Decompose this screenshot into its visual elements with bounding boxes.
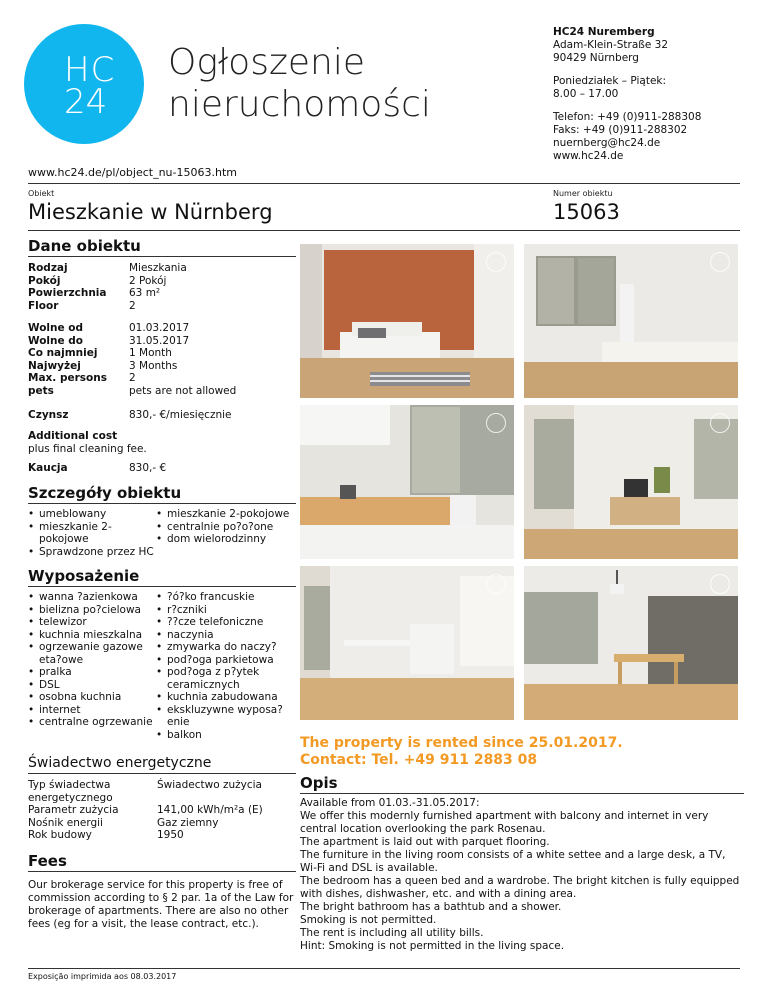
- divider: [28, 871, 296, 872]
- detail-value: 31.05.2017: [129, 334, 190, 347]
- divider: [28, 256, 296, 257]
- energy-key: Rok budowy: [28, 829, 92, 841]
- detail-key: Wolne do: [28, 334, 84, 347]
- list-item: • internet: [28, 704, 153, 717]
- rented-line-1: The property is rented since 25.01.2017.: [300, 735, 623, 751]
- list-item: • mieszkanie 2-pokojowe: [28, 521, 153, 546]
- list-item: • ogrzewanie gazowe eta?owe: [28, 641, 153, 666]
- list-item: • kuchnia mieszkalna: [28, 629, 153, 642]
- company-name: HC24 Nuremberg: [553, 26, 655, 38]
- energy-value: Świadectwo zużycia: [157, 779, 262, 791]
- rented-notice: [300, 735, 623, 769]
- section-heading-opis: Opis: [300, 774, 338, 792]
- details-list-col2: [156, 508, 296, 546]
- photo-living-room[interactable]: [300, 244, 514, 398]
- description-line: The bedroom has a queen bed and a wardrobe. The bright kitchen is fully equipped with dishes, dishwasher, etc. and with a dining area.: [300, 875, 740, 900]
- list-item: • zmywarka do naczy?: [156, 641, 296, 654]
- description-line: The furniture in the living room consists of a white settee and a large desk, a TV, Wi-Fi and DSL is available.: [300, 849, 726, 874]
- photo-living-area[interactable]: [524, 405, 738, 559]
- detail-value: 01.03.2017: [129, 322, 190, 334]
- equipment-list-col1: [28, 591, 153, 729]
- energy-key: Parametr zużycia: [28, 804, 119, 816]
- list-item: • mieszkanie 2-pokojowe: [156, 508, 296, 521]
- energy-value: 1950: [157, 829, 184, 841]
- energy-key: Nośnik energii: [28, 816, 103, 829]
- photo-bedroom[interactable]: [524, 244, 738, 398]
- list-item: • bielizna po?cielowa: [28, 604, 153, 617]
- energy-value: Gaz ziemny: [157, 816, 219, 829]
- detail-value: Mieszkania: [129, 262, 187, 274]
- rent-value: 830,- €/miesięcznie: [129, 409, 232, 421]
- divider: [28, 586, 296, 587]
- divider: [28, 183, 740, 184]
- bedroom-illustration: [524, 244, 738, 398]
- list-item: • ?ó?ko francuskie: [156, 591, 296, 604]
- logo-text-24: 24: [64, 82, 108, 122]
- logo-text-hc: HC: [64, 50, 116, 90]
- company-street: Adam-Klein-Straße 32: [553, 39, 669, 51]
- list-item: • wanna ?azienkowa: [28, 591, 153, 604]
- website-link[interactable]: www.hc24.de: [553, 150, 624, 162]
- detail-key: Max. persons: [28, 372, 107, 384]
- rented-contact: Contact: Tel. +49 911 2883 08: [300, 752, 538, 768]
- rent-key: Czynsz: [28, 409, 69, 421]
- deposit-key: Kaucja: [28, 462, 68, 474]
- energy-value: 141,00 kWh/m²a (E): [157, 804, 263, 816]
- detail-key: Najwyżej: [28, 359, 81, 372]
- print-date: Exposição imprimida aos 08.03.2017: [28, 972, 177, 981]
- hc24-watermark-icon: [486, 413, 506, 433]
- section-heading-szczegoly: Szczegóły obiektu: [28, 484, 182, 502]
- detail-value: 2: [129, 299, 136, 312]
- list-item: • r?czniki: [156, 604, 296, 617]
- additional-cost-value: plus final cleaning fee.: [28, 442, 147, 455]
- fax: Faks: +49 (0)911-288302: [553, 124, 688, 136]
- detail-value: pets are not allowed: [129, 384, 237, 397]
- hc24-watermark-icon: [710, 252, 730, 272]
- list-item: • pod?oga parkietowa: [156, 654, 296, 667]
- kitchen-illustration: [300, 405, 514, 559]
- list-item: • naczynia: [156, 629, 296, 642]
- section-heading-energia: Świadectwo energetyczne: [28, 755, 212, 771]
- additional-cost-key: Additional cost: [28, 430, 118, 442]
- divider: [28, 773, 296, 774]
- list-item: • balkon: [156, 729, 296, 742]
- equipment-list-col2: [156, 591, 296, 741]
- list-item: • kuchnia zabudowana: [156, 691, 296, 704]
- description-line: The rent is including all utility bills.: [300, 927, 484, 939]
- section-heading-fees: Fees: [28, 852, 67, 870]
- description-line: Hint: Smoking is not permitted in the living space.: [300, 940, 565, 952]
- description-line: We offer this modernly furnished apartment with balcony and internet in very central location overlooking the park Rosenau.: [300, 810, 709, 835]
- detail-key: Co najmniej: [28, 347, 98, 359]
- detail-key: Wolne od: [28, 322, 84, 334]
- hc24-watermark-icon: [486, 574, 506, 594]
- description-line: The bright bathroom has a bathtub and a shower.: [300, 901, 562, 913]
- section-heading-dane: Dane obiektu: [28, 237, 141, 255]
- detail-key: Floor: [28, 299, 59, 312]
- workspace-illustration: [300, 566, 514, 720]
- detail-value: 2: [129, 372, 136, 384]
- title-line-2: nieruchomości: [168, 84, 431, 125]
- detail-value: 3 Months: [129, 359, 178, 372]
- divider: [28, 230, 740, 231]
- detail-key: Rodzaj: [28, 262, 68, 274]
- hours: 8.00 – 17.00: [553, 88, 619, 100]
- living-room-illustration: [300, 244, 514, 398]
- details-list-col1: [28, 508, 153, 558]
- company-city: 90429 Nürnberg: [553, 52, 639, 64]
- detail-key: pets: [28, 384, 54, 397]
- hours-label: Poniedziałek – Piątek:: [553, 75, 667, 87]
- list-item: • pralka: [28, 666, 153, 679]
- hc24-watermark-icon: [710, 574, 730, 594]
- object-number-label: Numer obiektu: [553, 189, 613, 198]
- list-item: • pod?oga z p?ytek ceramicznych: [156, 666, 296, 691]
- divider: [300, 793, 744, 794]
- photo-workspace[interactable]: [300, 566, 514, 720]
- detail-key: Pokój: [28, 274, 61, 287]
- company-contact: [553, 26, 763, 163]
- detail-value: 63 m²: [129, 287, 161, 299]
- divider: [28, 503, 296, 504]
- list-item: • osobna kuchnia: [28, 691, 153, 704]
- list-item: • ??cze telefoniczne: [156, 616, 296, 629]
- divider: [28, 968, 740, 969]
- section-heading-wyposazenie: Wyposażenie: [28, 567, 140, 585]
- detail-value: 2 Pokój: [129, 274, 167, 287]
- page-title: [168, 42, 448, 126]
- description-line: Available from 01.03.-31.05.2017:: [300, 797, 480, 809]
- hc24-logo: [24, 24, 144, 144]
- object-label: Obiekt: [28, 189, 55, 198]
- fees-text: Our brokerage service for this property is free of commission according to § 2 par. 1a of the Law for brokerage of apartments. There are also no other fees (eg for a visit, the lease contract, etc.).: [28, 879, 294, 930]
- description: [300, 797, 744, 953]
- list-item: • umeblowany: [28, 508, 153, 521]
- object-title: Mieszkanie w Nürnberg: [28, 200, 273, 224]
- photo-dining[interactable]: [524, 566, 738, 720]
- energy-key: Typ świadectwa energetycznego: [28, 779, 113, 804]
- photo-kitchen[interactable]: [300, 405, 514, 559]
- deposit-value: 830,- €: [129, 462, 167, 474]
- list-item: • telewizor: [28, 616, 153, 629]
- list-item: • centralne ogrzewanie: [28, 716, 153, 729]
- object-number: 15063: [553, 200, 620, 224]
- dining-illustration: [524, 566, 738, 720]
- list-item: • Sprawdzone przez HC: [28, 546, 153, 559]
- description-line: The apartment is laid out with parquet flooring.: [300, 836, 550, 848]
- detail-value: 1 Month: [129, 347, 172, 359]
- hc24-watermark-icon: [710, 413, 730, 433]
- title-line-1: Ogłoszenie: [168, 42, 365, 83]
- list-item: • DSL: [28, 679, 153, 692]
- object-url[interactable]: www.hc24.de/pl/object_nu-15063.htm: [28, 166, 237, 179]
- hc24-watermark-icon: [486, 252, 506, 272]
- living-area-illustration: [524, 405, 738, 559]
- list-item: • dom wielorodzinny: [156, 533, 296, 546]
- list-item: • centralnie po?o?one: [156, 521, 296, 534]
- detail-key: Powierzchnia: [28, 287, 107, 299]
- description-line: Smoking is not permitted.: [300, 914, 437, 926]
- email-link[interactable]: nuernberg@hc24.de: [553, 137, 661, 149]
- phone: Telefon: +49 (0)911-288308: [553, 111, 702, 123]
- list-item: • ekskluzywne wyposa?enie: [156, 704, 296, 729]
